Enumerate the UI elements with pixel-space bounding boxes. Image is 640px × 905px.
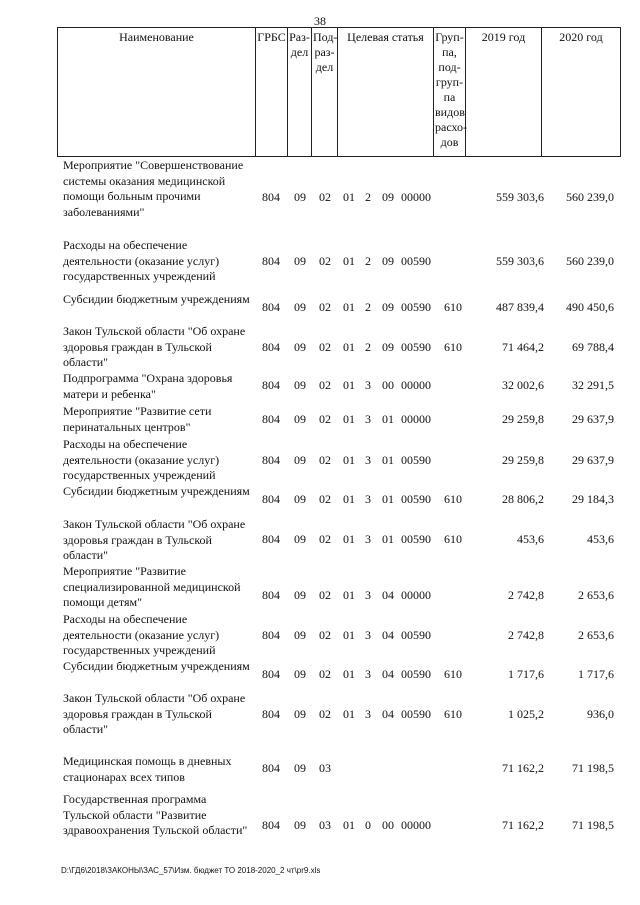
row-y2020: 71 198,5: [572, 818, 614, 832]
row-podrazdel: 02: [319, 190, 331, 204]
row-name: Подпрограмма "Охрана здоровья матери и ребенка": [63, 371, 233, 401]
row-y2020: 29 637,9: [572, 412, 614, 426]
row-cs2: 2: [365, 254, 371, 268]
row-razdel: 09: [294, 628, 306, 642]
row-grbs: 804: [262, 588, 280, 602]
row-vid: 610: [444, 667, 462, 681]
row-cs1: 01: [343, 707, 355, 721]
row-cs4: 00590: [401, 254, 431, 268]
row-y2020: 2 653,6: [578, 588, 614, 602]
header-celevaya: Целевая статья: [338, 28, 434, 157]
row-cs2: 3: [365, 378, 371, 392]
row-cs1: 01: [343, 254, 355, 268]
row-name: Закон Тульской области "Об охране здоровья граждан в Тульской области": [63, 517, 246, 562]
row-podrazdel: 02: [319, 340, 331, 354]
row-name: Мероприятие "Развитие сети перинатальных центров": [63, 404, 212, 434]
row-y2019: 29 259,8: [502, 453, 544, 467]
row-podrazdel: 02: [319, 667, 331, 681]
row-y2019: 71 464,2: [502, 340, 544, 354]
row-name: Расходы на обеспечение деятельности (оказание услуг) государственных учреждений: [63, 612, 220, 657]
row-name: Субсидии бюджетным учреждениям: [63, 659, 250, 673]
row-cs3: 09: [382, 300, 394, 314]
row-y2019: 71 162,2: [502, 818, 544, 832]
header-name: Наименование: [58, 28, 256, 157]
row-cs3: 00: [382, 378, 394, 392]
row-razdel: 09: [294, 492, 306, 506]
row-cs4: 00000: [401, 190, 431, 204]
row-cs4: 00590: [401, 340, 431, 354]
row-podrazdel: 03: [319, 761, 331, 775]
row-y2020: 2 653,6: [578, 628, 614, 642]
row-grbs: 804: [262, 628, 280, 642]
row-cs1: 01: [343, 300, 355, 314]
row-vid: 610: [444, 707, 462, 721]
row-vid: 610: [444, 300, 462, 314]
row-y2019: 1 025,2: [508, 707, 544, 721]
row-grbs: 804: [262, 190, 280, 204]
row-y2019: 559 303,6: [496, 254, 544, 268]
row-cs2: 3: [365, 412, 371, 426]
row-razdel: 09: [294, 378, 306, 392]
row-cs1: 01: [343, 412, 355, 426]
row-y2020: 560 239,0: [566, 254, 614, 268]
row-grbs: 804: [262, 412, 280, 426]
row-cs3: 01: [382, 453, 394, 467]
row-y2019: 2 742,8: [508, 588, 544, 602]
row-cs4: 00590: [401, 628, 431, 642]
row-cs2: 3: [365, 532, 371, 546]
header-vid: Груп-па, под-груп-па видов расхо-дов: [434, 28, 466, 157]
row-y2019: 32 002,6: [502, 378, 544, 392]
row-name: Закон Тульской области "Об охране здоровья граждан в Тульской области": [63, 324, 246, 369]
row-cs3: 00: [382, 818, 394, 832]
row-razdel: 09: [294, 588, 306, 602]
row-name: Субсидии бюджетным учреждениям: [63, 484, 250, 498]
row-cs2: 3: [365, 628, 371, 642]
row-podrazdel: 02: [319, 588, 331, 602]
row-grbs: 804: [262, 378, 280, 392]
row-vid: 610: [444, 532, 462, 546]
row-y2020: 453,6: [587, 532, 614, 546]
row-grbs: 804: [262, 818, 280, 832]
file-path-footer: D:\ГД6\2018\ЗАКОНЫ\ЗАС_57\Изм. бюджет ТО 2018-2020_2 чт\pr9.xls: [61, 866, 321, 875]
row-grbs: 804: [262, 761, 280, 775]
row-y2019: 453,6: [517, 532, 544, 546]
row-name: Субсидии бюджетным учреждениям: [63, 292, 250, 306]
row-cs2: 2: [365, 300, 371, 314]
row-y2020: 1 717,6: [578, 667, 614, 681]
row-podrazdel: 02: [319, 492, 331, 506]
row-y2019: 487 839,4: [496, 300, 544, 314]
row-y2019: 71 162,2: [502, 761, 544, 775]
row-grbs: 804: [262, 453, 280, 467]
row-grbs: 804: [262, 254, 280, 268]
row-cs3: 04: [382, 667, 394, 681]
row-y2020: 32 291,5: [572, 378, 614, 392]
row-cs4: 00000: [401, 378, 431, 392]
row-podrazdel: 02: [319, 254, 331, 268]
row-razdel: 09: [294, 818, 306, 832]
row-cs3: 04: [382, 588, 394, 602]
row-cs3: 01: [382, 532, 394, 546]
row-cs1: 01: [343, 378, 355, 392]
row-cs4: 00590: [401, 707, 431, 721]
row-podrazdel: 02: [319, 378, 331, 392]
row-cs3: 01: [382, 492, 394, 506]
row-razdel: 09: [294, 532, 306, 546]
row-y2019: 1 717,6: [508, 667, 544, 681]
row-razdel: 09: [294, 254, 306, 268]
row-grbs: 804: [262, 707, 280, 721]
row-cs3: 04: [382, 707, 394, 721]
row-cs1: 01: [343, 492, 355, 506]
header-grbs: ГРБС: [256, 28, 288, 157]
row-y2020: 936,0: [587, 707, 614, 721]
row-grbs: 804: [262, 492, 280, 506]
row-vid: 610: [444, 340, 462, 354]
row-cs2: 3: [365, 667, 371, 681]
row-name: Расходы на обеспечение деятельности (оказание услуг) государственных учреждений: [63, 437, 220, 482]
row-y2020: 490 450,6: [566, 300, 614, 314]
row-cs1: 01: [343, 628, 355, 642]
row-podrazdel: 02: [319, 412, 331, 426]
row-cs3: 04: [382, 628, 394, 642]
header-razdel: Раз-дел: [288, 28, 312, 157]
header-2020: 2020 год: [542, 28, 621, 157]
row-cs4: 00590: [401, 300, 431, 314]
row-name: Расходы на обеспечение деятельности (оказание услуг) государственных учреждений: [63, 238, 220, 283]
row-name: Закон Тульской области "Об охране здоровья граждан в Тульской области": [63, 691, 246, 736]
header-2019: 2019 год: [466, 28, 542, 157]
header-podrazdel: Под-раз-дел: [312, 28, 338, 157]
row-cs1: 01: [343, 818, 355, 832]
row-y2019: 29 259,8: [502, 412, 544, 426]
row-podrazdel: 02: [319, 453, 331, 467]
row-cs2: 2: [365, 190, 371, 204]
row-name: Медицинская помощь в дневных стационарах всех типов: [63, 754, 232, 784]
row-y2020: 29 184,3: [572, 492, 614, 506]
row-cs4: 00000: [401, 588, 431, 602]
row-cs3: 09: [382, 190, 394, 204]
row-razdel: 09: [294, 667, 306, 681]
row-y2019: 2 742,8: [508, 628, 544, 642]
row-cs4: 00000: [401, 818, 431, 832]
row-cs4: 00590: [401, 453, 431, 467]
row-cs1: 01: [343, 588, 355, 602]
row-grbs: 804: [262, 300, 280, 314]
row-razdel: 09: [294, 340, 306, 354]
row-razdel: 09: [294, 412, 306, 426]
row-razdel: 09: [294, 707, 306, 721]
row-name: Мероприятие "Развитие специализированной медицинской помощи детям": [63, 564, 241, 609]
row-razdel: 09: [294, 300, 306, 314]
row-cs3: 09: [382, 254, 394, 268]
row-cs1: 01: [343, 532, 355, 546]
row-cs1: 01: [343, 340, 355, 354]
row-cs1: 01: [343, 190, 355, 204]
row-grbs: 804: [262, 667, 280, 681]
row-cs2: 3: [365, 588, 371, 602]
row-cs3: 09: [382, 340, 394, 354]
row-podrazdel: 03: [319, 818, 331, 832]
row-podrazdel: 02: [319, 707, 331, 721]
row-y2019: 559 303,6: [496, 190, 544, 204]
row-grbs: 804: [262, 532, 280, 546]
row-cs3: 01: [382, 412, 394, 426]
row-razdel: 09: [294, 190, 306, 204]
page-number: 38: [314, 14, 326, 28]
row-cs2: 0: [365, 818, 371, 832]
row-cs4: 00590: [401, 492, 431, 506]
row-cs1: 01: [343, 667, 355, 681]
row-podrazdel: 02: [319, 532, 331, 546]
row-y2019: 28 806,2: [502, 492, 544, 506]
table-header: [57, 27, 621, 157]
row-cs2: 3: [365, 453, 371, 467]
row-cs1: 01: [343, 453, 355, 467]
row-cs4: 00590: [401, 667, 431, 681]
row-cs4: 00590: [401, 532, 431, 546]
row-grbs: 804: [262, 340, 280, 354]
row-razdel: 09: [294, 453, 306, 467]
row-name: Мероприятие "Совершенствование системы оказания медицинской помощи больным прочими заболеваниями": [63, 158, 244, 219]
row-y2020: 29 637,9: [572, 453, 614, 467]
row-y2020: 69 788,4: [572, 340, 614, 354]
row-cs2: 3: [365, 492, 371, 506]
row-y2020: 560 239,0: [566, 190, 614, 204]
row-razdel: 09: [294, 761, 306, 775]
row-podrazdel: 02: [319, 300, 331, 314]
row-cs2: 2: [365, 340, 371, 354]
row-vid: 610: [444, 492, 462, 506]
row-y2020: 71 198,5: [572, 761, 614, 775]
row-podrazdel: 02: [319, 628, 331, 642]
row-cs2: 3: [365, 707, 371, 721]
row-name: Государственная программа Тульской области "Развитие здравоохранения Тульской области": [63, 792, 248, 837]
row-cs4: 00000: [401, 412, 431, 426]
